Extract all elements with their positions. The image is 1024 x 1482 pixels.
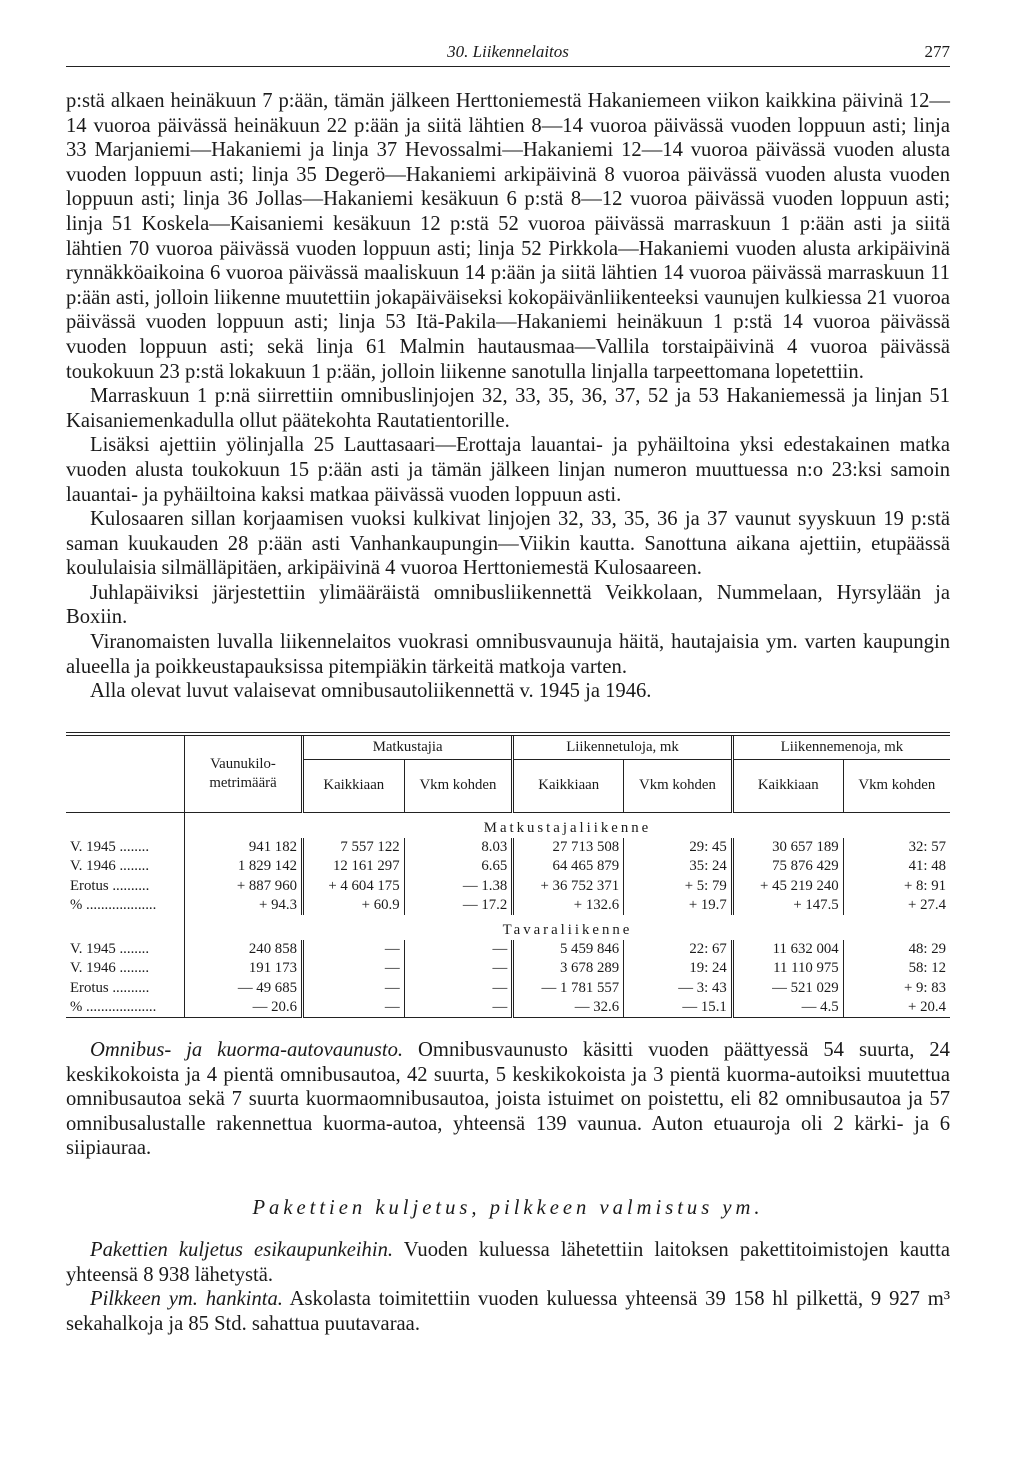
table-cell: 8.03 — [404, 838, 513, 857]
paragraph: Kulosaaren sillan korjaamisen vuoksi kulkivat linjojen 32, 33, 35, 36 ja 37 vaunut syyskuun 19 p:stä saman kuukauden 28 p:ään asti Vanhankaupungin—Viikin kautta. Sanottuna aikana ajettiin, etupäässä koululaisia silmälläpitäen, arkipäivinä 4 vuoroa Herttoniemestä Kulosaareen. — [66, 508, 950, 580]
table-cell: 75 876 429 — [732, 857, 843, 876]
vkm-header: Vkm kohden — [404, 760, 513, 813]
p1-text: Vuoden kuluessa lähetettiin laitoksen pakettitoimistojen kautta yhteensä 8 938 lähetystä. — [66, 1239, 950, 1286]
row-label: Erotus .......... — [66, 979, 185, 998]
table-cell: 11 632 004 — [732, 940, 843, 959]
section-heading: Pakettien kuljetus, pilkkeen valmistus ym. — [252, 1197, 764, 1220]
table-cell: + 5: 79 — [624, 877, 733, 896]
paragraph: Alla olevat luvut valaisevat omnibusautoliikennettä v. 1945 ja 1946. — [90, 680, 652, 703]
table-cell: — — [404, 940, 513, 959]
table-cell: — 521 029 — [732, 979, 843, 998]
table-cell: — 1.38 — [404, 877, 513, 896]
table-cell: 19: 24 — [624, 959, 733, 978]
table-cell: — — [303, 979, 405, 998]
row-label: V. 1946 ........ — [66, 959, 185, 978]
paragraph: p:stä alkaen heinäkuun 7 p:ään, tämän jälkeen Herttoniemestä Hakaniemeen viikon kaikkina päivinä 12—14 vuoroa päivässä heinäkuun 22 p:ään ja siitä lähtien 8—14 vuoroa päivässä vuoden loppuun asti; linja 33 Marjaniemi—Hakaniemi ja linja 37 Hevossalmi—Hakaniemi 12—14 vuoroa päivässä vuoden alusta vuoden loppuun asti; linja 35 Degerö—Hakaniemi arkipäivinä 8 vuoroa päivässä vuoden alusta vuoden loppuun asti; linja 36 Jollas—Hakaniemi kesäkuun 6 p:stä 8—12 vuoroa päivässä vuoden loppuun asti; linja 51 Koskela—Kaisaniemi kesäkuun 12 p:stä 52 vuoroa päivässä marraskuun 1 p:ään asti ja siitä lähtien 70 vuoroa päivässä vuoden loppuun asti; linja 52 Pirkkola—Hakaniemi vuoden alusta arkipäivinä rynnäkköaikoina 6 vuoroa päivässä maaliskuun 14 p:ään ja siitä lähtien 14 vuoroa päivässä marraskuun 11 p:ään asti, jolloin liikenne muutettiin jokapäiväiseksi kokopäivänliikenteeksi vaunujen kulkiessa 21 vuoroa päivässä vuoden loppuun asti; linja 53 Itä-Pakila—Hakaniemi heinäkuun 1 p:stä 14 vuoroa päivässä vuoden loppuun asti; sekä linja 61 Malmin hautausmaa—Vallila torstaipäivinä 4 vuoroa päivässä toukokuun 23 p:stä lokakuun 1 p:ään, jolloin liikenne sanotulla linjalla tarpeettomana lopetettiin. — [66, 90, 950, 383]
table-cell: 27 713 508 — [513, 838, 624, 857]
table-cell: 58: 12 — [843, 959, 950, 978]
table-cell: — — [303, 998, 405, 1018]
table-cell: 35: 24 — [624, 857, 733, 876]
row-label: % ................... — [66, 998, 185, 1018]
table-cell: + 147.5 — [732, 896, 843, 915]
paragraph: Juhlapäiviksi järjestettiin ylimääräistä omnibusliikennettä Veikkolaan, Nummelaan, Hyrsylään ja Boxiin. — [66, 581, 950, 629]
table-cell: 12 161 297 — [303, 857, 405, 876]
table-row — [66, 940, 950, 959]
p2-heading: Pilkkeen ym. hankinta. — [90, 1288, 283, 1311]
kaikkiaan-header: Kaikkiaan — [732, 760, 843, 813]
table-cell: + 8: 91 — [843, 877, 950, 896]
table-cell: — 32.6 — [513, 998, 624, 1018]
kaikkiaan-header: Kaikkiaan — [513, 760, 624, 813]
section-heading: Tavaraliikenne — [502, 922, 633, 939]
row-label: Erotus .......... — [66, 877, 185, 896]
table-cell: + 94.3 — [259, 896, 297, 913]
menot-header: Liikennemenoja, mk — [732, 734, 950, 760]
tulot-header: Liikennetuloja, mk — [513, 734, 733, 760]
table-cell: — 1 781 557 — [513, 979, 624, 998]
table-cell: 7 557 122 — [303, 838, 405, 857]
table-cell: — — [404, 998, 513, 1018]
page-header — [66, 36, 950, 67]
row-label: V. 1945 ........ — [66, 838, 185, 857]
table-cell: + 4 604 175 — [303, 877, 405, 896]
paragraph: Lisäksi ajettiin yölinjalla 25 Lauttasaari—Erottaja lauantai- ja pyhäiltoina yksi edestakainen matka vuoden alusta toukokuun 15 p:ään asti ja tämän jälkeen linjan numeron muuttuessa n:o 23:ksi samoin lauantai- ja pyhäiltoina kaksi matkaa päivässä vuoden loppuun asti. — [66, 434, 950, 506]
kaikkiaan-header: Kaikkiaan — [303, 760, 405, 813]
paragraph: Marraskuun 1 p:nä siirrettiin omnibuslinjojen 32, 33, 35, 36, 37, 52 ja 53 Hakaniemessä ja linjan 51 Kaisaniemenkadulla ollut päätekohta Rautatientorille. — [66, 385, 950, 432]
table-cell: — 49 685 — [237, 979, 297, 996]
table-cell: — — [303, 959, 405, 978]
table-cell: 1 829 142 — [237, 858, 297, 875]
section-heading: Matkustajaliikenne — [483, 820, 652, 837]
table-row — [66, 959, 950, 978]
table-cell: + 45 219 240 — [732, 877, 843, 896]
table-cell: — 3: 43 — [624, 979, 733, 998]
table-cell: + 9: 83 — [843, 979, 950, 998]
section2-body — [66, 1238, 950, 1336]
row-label: V. 1945 ........ — [66, 940, 185, 959]
table-cell: 48: 29 — [843, 940, 950, 959]
table-cell: 30 657 189 — [732, 838, 843, 857]
vaunukm-header: Vaunukilo-metrimäärä — [185, 734, 303, 813]
table-cell: — 15.1 — [624, 998, 733, 1018]
row-label-header — [66, 734, 185, 813]
p2-text: Askolasta toimitettiin vuoden kuluessa yhteensä 39 158 hl pilkettä, 9 927 m³ sekahalkoja ja 85 Std. sahattua puutavaraa. — [66, 1288, 950, 1335]
table-cell: — — [404, 959, 513, 978]
document-page — [66, 36, 950, 1336]
table-cell: — 17.2 — [404, 896, 513, 915]
table-cell: + 60.9 — [303, 896, 405, 915]
table-cell: 5 459 846 — [513, 940, 624, 959]
body-text — [66, 89, 950, 704]
table-cell: 64 465 879 — [513, 857, 624, 876]
table-cell: 29: 45 — [624, 838, 733, 857]
row-label: V. 1946 ........ — [66, 857, 185, 876]
table-row — [66, 877, 950, 896]
table-row — [66, 896, 950, 915]
matkustajia-header: Matkustajia — [303, 734, 513, 760]
vkm-header: Vkm kohden — [624, 760, 733, 813]
row-label: % ................... — [66, 896, 185, 915]
statistics-table — [66, 732, 950, 1018]
table-cell: 941 182 — [248, 839, 297, 856]
table-cell: 240 858 — [248, 941, 297, 958]
table-cell: + 20.4 — [843, 998, 950, 1018]
page-number: 277 — [924, 42, 950, 61]
table-cell: 191 173 — [248, 960, 297, 977]
running-title: 30. Liikennelaitos — [447, 42, 569, 61]
table-row — [66, 998, 950, 1018]
vehicles-paragraph — [66, 1038, 950, 1161]
table-cell: + 36 752 371 — [513, 877, 624, 896]
table-cell: + 887 960 — [236, 877, 297, 894]
table-cell: — 20.6 — [185, 998, 303, 1018]
table-cell: — 4.5 — [732, 998, 843, 1018]
paragraph: Viranomaisten luvalla liikennelaitos vuokrasi omnibusvaunuja häitä, hautajaisia ym. varten kaupungin alueella ja poikkeustapauksissa pitempiäkin tärkeitä matkoja varten. — [66, 631, 950, 678]
table-cell: 22: 67 — [624, 940, 733, 959]
table-row — [66, 857, 950, 876]
table-row — [66, 979, 950, 998]
table-row — [66, 838, 950, 857]
table-cell: 3 678 289 — [513, 959, 624, 978]
table-cell: 11 110 975 — [732, 959, 843, 978]
table-cell: + 27.4 — [843, 896, 950, 915]
table-cell: 6.65 — [404, 857, 513, 876]
table-cell: — — [303, 940, 405, 959]
p1-heading: Pakettien kuljetus esikaupunkeihin. — [90, 1239, 394, 1262]
vehicles-heading: Omnibus- ja kuorma-autovaunusto. — [90, 1039, 404, 1062]
table-cell: + 132.6 — [513, 896, 624, 915]
vehicles-text: Omnibusvaunusto käsitti vuoden päättyessä 54 suurta, 24 keskikokoista ja 4 pientä omnibusautoa, 42 suurta, 5 keskikokoista ja 3 pientä kuorma-autoiksi muutettua omnibusautoa sekä 7 suurta kuormaomnibusautoa, joista istuimet on poistettu, eli 82 omnibusautoa ja 57 omnibusalustalle rakennettua kuorma-autoa, yhteensä 139 vaunua. Auton etuauroja oli 2 kärki- ja 6 siipiauraa. — [66, 1039, 950, 1160]
vkm-header: Vkm kohden — [843, 760, 950, 813]
table-cell: 41: 48 — [843, 857, 950, 876]
table-cell: 32: 57 — [843, 838, 950, 857]
table-cell: + 19.7 — [624, 896, 733, 915]
table-cell: — — [404, 979, 513, 998]
